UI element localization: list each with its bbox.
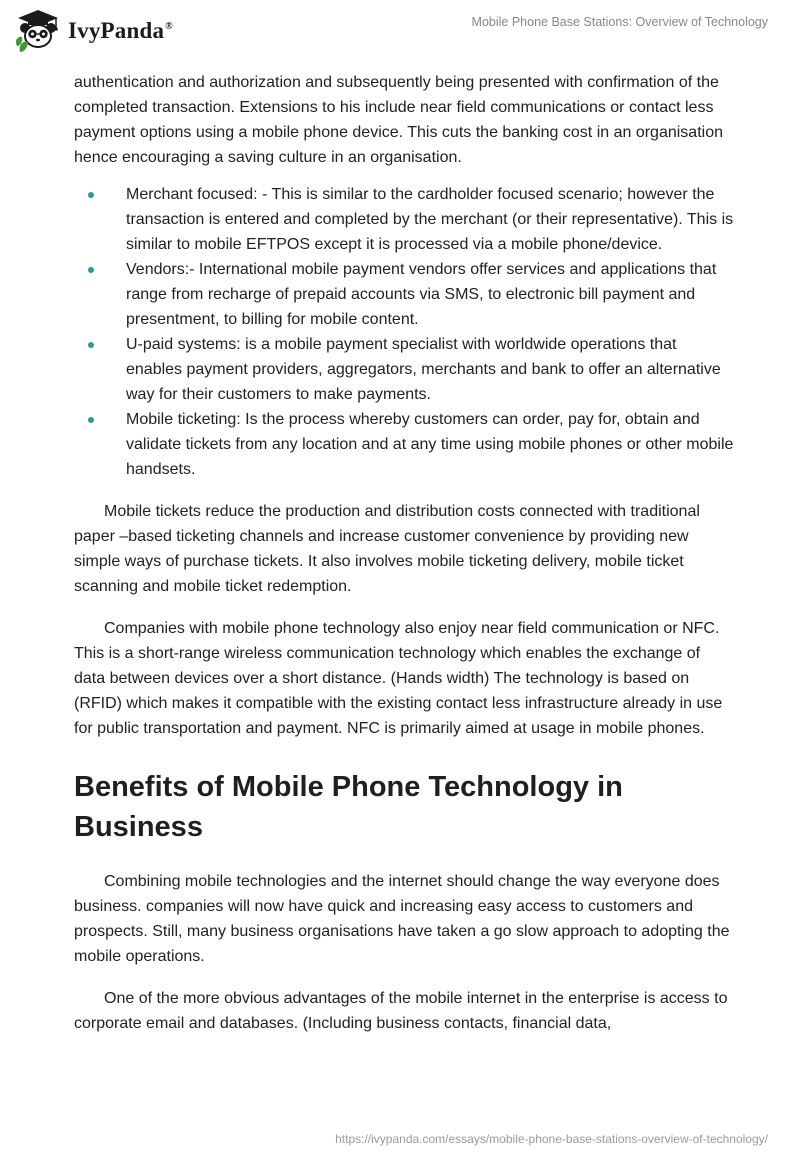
article-body (74, 70, 734, 1036)
bullet-list (74, 182, 734, 482)
bullet-icon (88, 267, 94, 273)
document-title: Mobile Phone Base Stations: Overview of Technology (471, 15, 768, 29)
panda-graduate-icon (14, 8, 62, 54)
intro-paragraph: authentication and authorization and subsequently being presented with confirmation of the completed transaction. Extensions to his include near field communications or contact less payment options using a mobile phone device. This cuts the banking cost in an organisation hence encouraging a saving culture in an organisation. (74, 74, 723, 166)
paragraph-mobile-tickets: Mobile tickets reduce the production and distribution costs connected with traditional paper –based ticketing channels and increase customer convenience by providing new simple ways of purchase tickets. It also involves mobile ticketing delivery, mobile ticket scanning and mobile ticket redemption. (74, 503, 700, 595)
bullet-icon (88, 417, 94, 423)
bullet-icon (88, 342, 94, 348)
ivypanda-logo[interactable] (14, 8, 173, 54)
list-item: U-paid systems: is a mobile payment specialist with worldwide operations that enables payment providers, aggregators, merchants and bank to offer an alternative way for their customers to make payments. (74, 332, 734, 407)
list-item: Mobile ticketing: Is the process whereby customers can order, pay for, obtain and validate tickets from any location and at any time using mobile phones or other mobile handsets. (74, 407, 734, 482)
list-item: Vendors:- International mobile payment vendors offer services and applications that range from recharge of prepaid accounts via SMS, to electronic bill payment and presentment, to billing for mobile content. (74, 257, 734, 332)
section-heading: Benefits of Mobile Phone Technology in Business (74, 771, 623, 843)
paragraph-benefits-2: One of the more obvious advantages of the mobile internet in the enterprise is access to corporate email and databases. (Including business contacts, financial data, (74, 990, 728, 1032)
page-header (0, 0, 800, 70)
paragraph-nfc: Companies with mobile phone technology also enjoy near field communication or NFC. This is a short-range wireless communication technology which enables the exchange of data between devices over a short distance. (Hands width) The technology is based on (RFID) which makes it compatible with the existing contact less infrastructure already in use for public transportation and payment. NFC is primarily aimed at usage in mobile phones. (74, 620, 723, 737)
bullet-icon (88, 192, 94, 198)
paragraph-benefits-1: Combining mobile technologies and the internet should change the way everyone does business. companies will now have quick and increasing easy access to customers and prospects. Still, many business organisations have taken a go slow approach to adopting the mobile operations. (74, 873, 730, 965)
brand-name: IvyPanda® (68, 18, 173, 43)
source-url[interactable]: https://ivypanda.com/essays/mobile-phone-base-stations-overview-of-technology/ (335, 1132, 768, 1146)
list-item: Merchant focused: - This is similar to the cardholder focused scenario; however the transaction is entered and completed by the merchant (or their representative). This is similar to mobile EFTPOS except it is processed via a mobile phone/device. (74, 182, 734, 257)
